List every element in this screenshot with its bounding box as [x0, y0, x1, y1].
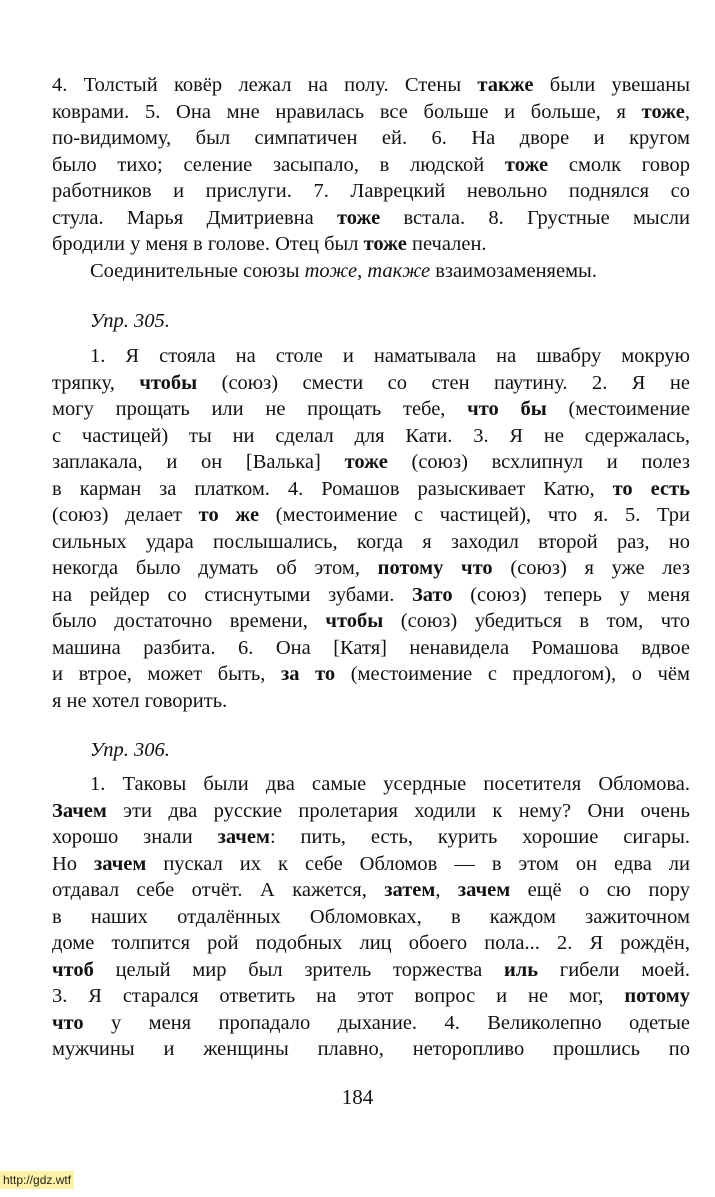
bold-term: тоже	[504, 153, 549, 176]
text-run: 4. Толстый ковёр лежал на полу. Стены	[52, 74, 478, 96]
text-line	[52, 983, 690, 1010]
text-run: были увешаны	[533, 74, 690, 96]
italic-term: также	[367, 259, 431, 282]
text-run: : пить, есть, курить хорошие сигары.	[269, 826, 690, 848]
text-line	[52, 1010, 690, 1037]
text-line	[52, 205, 690, 232]
text-line	[52, 930, 690, 957]
text-line	[52, 343, 690, 370]
text-run: машина разбита. 6. Она [Катя] ненавидела Ромашова вдвое	[52, 636, 690, 659]
text-line	[52, 370, 690, 397]
text-line	[52, 555, 690, 582]
text-line	[52, 608, 690, 635]
text-line	[52, 476, 690, 503]
text-run: с частицей) ты ни сделал для Кати. 3. Я не сдержалась,	[52, 424, 690, 447]
bold-term: потому что	[377, 557, 493, 579]
text-block-exercise-305	[52, 343, 690, 714]
text-line	[52, 396, 690, 423]
text-line	[52, 72, 690, 99]
bold-term: иль	[503, 958, 539, 981]
text-run: (местоимение	[546, 398, 690, 420]
text-line	[52, 449, 690, 476]
text-run: ,	[357, 259, 368, 282]
text-line	[52, 877, 690, 904]
text-run: печален.	[406, 233, 487, 255]
text-run: было тихо; селение засыпало, в людской	[52, 153, 505, 176]
text-line	[52, 582, 690, 609]
text-run: эти два русские пролетария ходили к нему? Они очень	[106, 799, 690, 822]
bold-term: зачем	[94, 852, 147, 875]
bold-term: Зачем	[52, 799, 107, 822]
text-run: по-видимому, был симпатичен ей. 6. На дворе и кругом	[52, 127, 690, 149]
text-run: отдавал себе отчёт. А кажется,	[52, 879, 385, 901]
text-line	[52, 635, 690, 662]
bold-term: потому	[624, 985, 690, 1007]
bold-term: тоже	[641, 100, 685, 123]
text-line	[52, 661, 690, 688]
text-line	[52, 231, 690, 258]
text-line	[52, 258, 690, 285]
text-block-previous-exercise	[52, 72, 690, 284]
text-run: и втрое, может быть,	[52, 663, 281, 685]
text-line	[52, 178, 690, 205]
bold-term: Зато	[411, 583, 453, 606]
text-line	[52, 904, 690, 931]
text-line	[52, 125, 690, 152]
bold-term: за то	[281, 663, 336, 685]
bold-term: тоже	[336, 206, 381, 229]
text-run: бродили у меня в голове. Отец был	[52, 233, 364, 255]
text-line	[52, 851, 690, 878]
text-run: (союз) я уже лез	[492, 557, 690, 579]
text-run: ещё о сю пору	[510, 879, 691, 901]
text-run: (союз) убедиться в том, что	[383, 610, 690, 632]
text-run: в наших отдалённых Обломовках, в каждом зажиточном	[52, 905, 690, 928]
text-run: 1. Таковы были два самые усердные посетителя Обломова.	[90, 773, 690, 795]
text-line	[52, 99, 690, 126]
text-run: (местоимение с предлогом), о чём	[335, 663, 691, 685]
italic-term: тоже	[304, 259, 358, 282]
text-run: стула. Марья Дмитриевна	[52, 206, 337, 229]
text-run: тряпку,	[52, 371, 140, 394]
text-run: в карман за платком. 4. Ромашов разыскивает Катю,	[52, 477, 613, 500]
text-run: (союз) всхлипнул и полез	[387, 451, 690, 473]
exercise-305-heading: Упр. 305.	[90, 310, 170, 332]
text-run: некогда было думать об этом,	[52, 557, 378, 579]
text-run: (местоимение с частицей), что я. 5. Три	[259, 504, 690, 526]
bold-term: зачем	[457, 879, 511, 901]
text-run: сильных удара послышались, когда я заходил второй раз, но	[52, 530, 690, 553]
text-run: хорошо знали	[52, 826, 218, 848]
page-number: 184	[341, 1085, 374, 1109]
text-run: я не хотел говорить.	[52, 689, 228, 712]
text-line	[52, 771, 690, 798]
text-run: заплакала, и он [Валька]	[52, 451, 345, 473]
bold-term: тоже	[344, 451, 388, 473]
text-line	[52, 529, 690, 556]
text-run: целый мир был зритель торжества	[93, 958, 504, 981]
text-run: на рейдер со стиснутыми зубами.	[52, 583, 412, 606]
text-line	[52, 423, 690, 450]
bold-term: также	[477, 74, 534, 96]
text-run: ,	[684, 100, 690, 123]
text-run: доме толпится рой подобных лиц обоего пола... 2. Я рождён,	[52, 932, 690, 954]
text-run: (союз) смести со стен паутину. 2. Я не	[197, 371, 690, 394]
text-run: Но	[52, 852, 95, 875]
text-line	[52, 688, 690, 715]
text-line	[52, 502, 690, 529]
text-run: гибели моей.	[538, 958, 690, 981]
bold-term: то есть	[612, 477, 690, 500]
bold-term: что	[52, 1011, 84, 1034]
bold-term: то же	[198, 504, 260, 526]
text-run: Соединительные союзы	[90, 259, 305, 282]
text-line	[52, 152, 690, 179]
text-run: у меня пропадало дыхание. 4. Великолепно одетые	[83, 1011, 690, 1034]
bold-term: тоже	[363, 233, 407, 255]
bold-term: затем	[384, 879, 436, 901]
text-run: (союз) теперь у меня	[452, 583, 690, 606]
text-run: могу прощать или не прощать тебе,	[52, 398, 468, 420]
bold-term: чтобы	[325, 610, 384, 632]
text-run: встала. 8. Грустные мысли	[380, 206, 690, 229]
text-run: ,	[435, 879, 458, 901]
text-run: было достаточно времени,	[52, 610, 326, 632]
text-run: смолк говор	[548, 153, 690, 176]
text-run: (союз) делает	[52, 504, 199, 526]
text-run: работников и прислуги. 7. Лаврецкий невольно поднялся со	[52, 180, 690, 202]
text-line	[52, 798, 690, 825]
bold-term: зачем	[217, 826, 270, 848]
text-line	[52, 824, 690, 851]
text-run: 1. Я стояла на столе и наматывала на швабру мокрую	[90, 345, 690, 367]
exercise-306-heading: Упр. 306.	[90, 739, 170, 761]
bold-term: что бы	[467, 398, 547, 420]
text-run: пускал их к себе Обломов — в этом он едва ли	[146, 852, 690, 875]
text-line	[52, 957, 690, 984]
text-run: коврами. 5. Она мне нравилась все больше и больше, я	[52, 100, 642, 123]
text-run: взаимозаменяемы.	[430, 259, 597, 282]
bold-term: чтобы	[139, 371, 198, 394]
text-run: мужчины и женщины плавно, неторопливо прошлись по	[52, 1038, 690, 1060]
text-line	[52, 1036, 690, 1063]
bold-term: чтоб	[52, 958, 94, 981]
watermark-link[interactable]: http://gdz.wtf	[0, 1171, 74, 1189]
text-block-exercise-306	[52, 771, 690, 1063]
text-run: 3. Я старался ответить на этот вопрос и не мог,	[52, 985, 625, 1007]
